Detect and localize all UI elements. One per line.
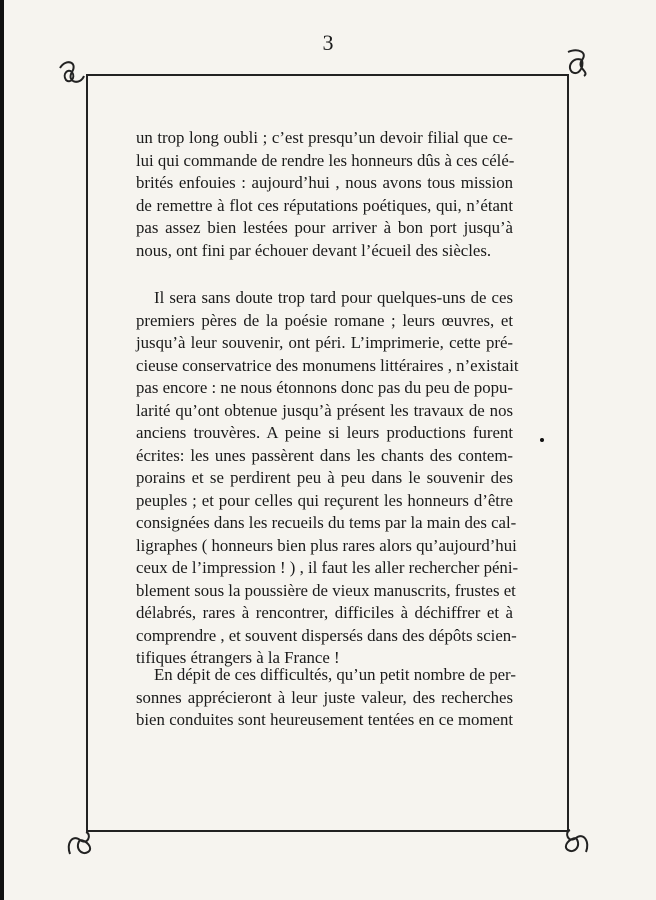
paragraph-3 <box>136 664 516 732</box>
text-line: premiers pères de la poésie romane ; leurs œuvres, et <box>136 310 513 330</box>
text-line: pas encore : ne nous étonnons donc pas du peu de popu- <box>136 378 514 397</box>
text-line: En dépit de ces difficultés, qu’un petit nombre de per- <box>154 665 516 684</box>
text-line: un trop long oubli ; c’est presqu’un devoir filial que ce- <box>136 128 513 147</box>
corner-ornament-icon <box>64 828 96 860</box>
text-line: blement sous la poussière de vieux manuscrits, frustes et <box>136 580 516 600</box>
text-line: larité qu’ont obtenue jusqu’à présent les travaux de nos <box>136 400 513 420</box>
text-line: ceux de l’impression ! ) , il faut les aller rechercher péni- <box>136 558 519 577</box>
ink-speck <box>540 438 544 442</box>
text-line: écrites: les unes passèrent dans les chants des contem- <box>136 445 513 465</box>
text-line: peuples ; et pour celles qui reçurent les honneurs d’être <box>136 490 513 510</box>
paragraph-1 <box>136 127 513 262</box>
text-line: Il sera sans doute trop tard pour quelques-uns de ces <box>154 288 513 307</box>
text-line: lui qui commande de rendre les honneurs dûs à ces célé- <box>136 150 515 170</box>
text-line: tifiques étrangers à la France ! <box>136 648 340 667</box>
text-line: comprendre , et souvent dispersés dans des dépôts scien- <box>136 625 517 645</box>
corner-ornament-icon <box>56 56 88 88</box>
text-line: brités enfouies : aujourd’hui , nous avons tous mission <box>136 173 513 192</box>
text-line: cieuse conservatrice des monumens littéraires , n’existait <box>136 355 519 375</box>
text-line: pas assez bien lestées pour arriver à bon port jusqu’à <box>136 218 513 237</box>
text-line: ligraphes ( honneurs bien plus rares alors qu’aujourd’hui <box>136 535 517 555</box>
scan-edge <box>0 0 4 900</box>
text-line: porains et se perdirent peu à peu dans le souvenir des <box>136 468 513 487</box>
page-number: 3 <box>322 30 334 55</box>
text-line: anciens trouvères. A peine si leurs productions furent <box>136 423 513 442</box>
text-line: nous, ont fini par échouer devant l’écueil des siècles. <box>136 240 492 260</box>
text-line: délabrés, rares à rencontrer, difficiles à déchiffrer et à <box>136 603 513 622</box>
text-line: bien conduites sont heureusement tentées en ce moment <box>136 710 513 729</box>
corner-ornament-icon <box>560 826 592 858</box>
text-line: de remettre à flot ces réputations poétiques, qui, n’étant <box>136 195 513 215</box>
text-line: consignées dans les recueils du tems par la main des cal- <box>136 513 517 532</box>
text-line: jusqu’à leur souvenir, ont péri. L’imprimerie, cette pré- <box>136 333 513 352</box>
paragraph-2 <box>136 287 519 670</box>
corner-ornament-icon <box>562 46 594 78</box>
text-line: sonnes apprécieront à leur juste valeur, des recherches <box>136 687 513 707</box>
